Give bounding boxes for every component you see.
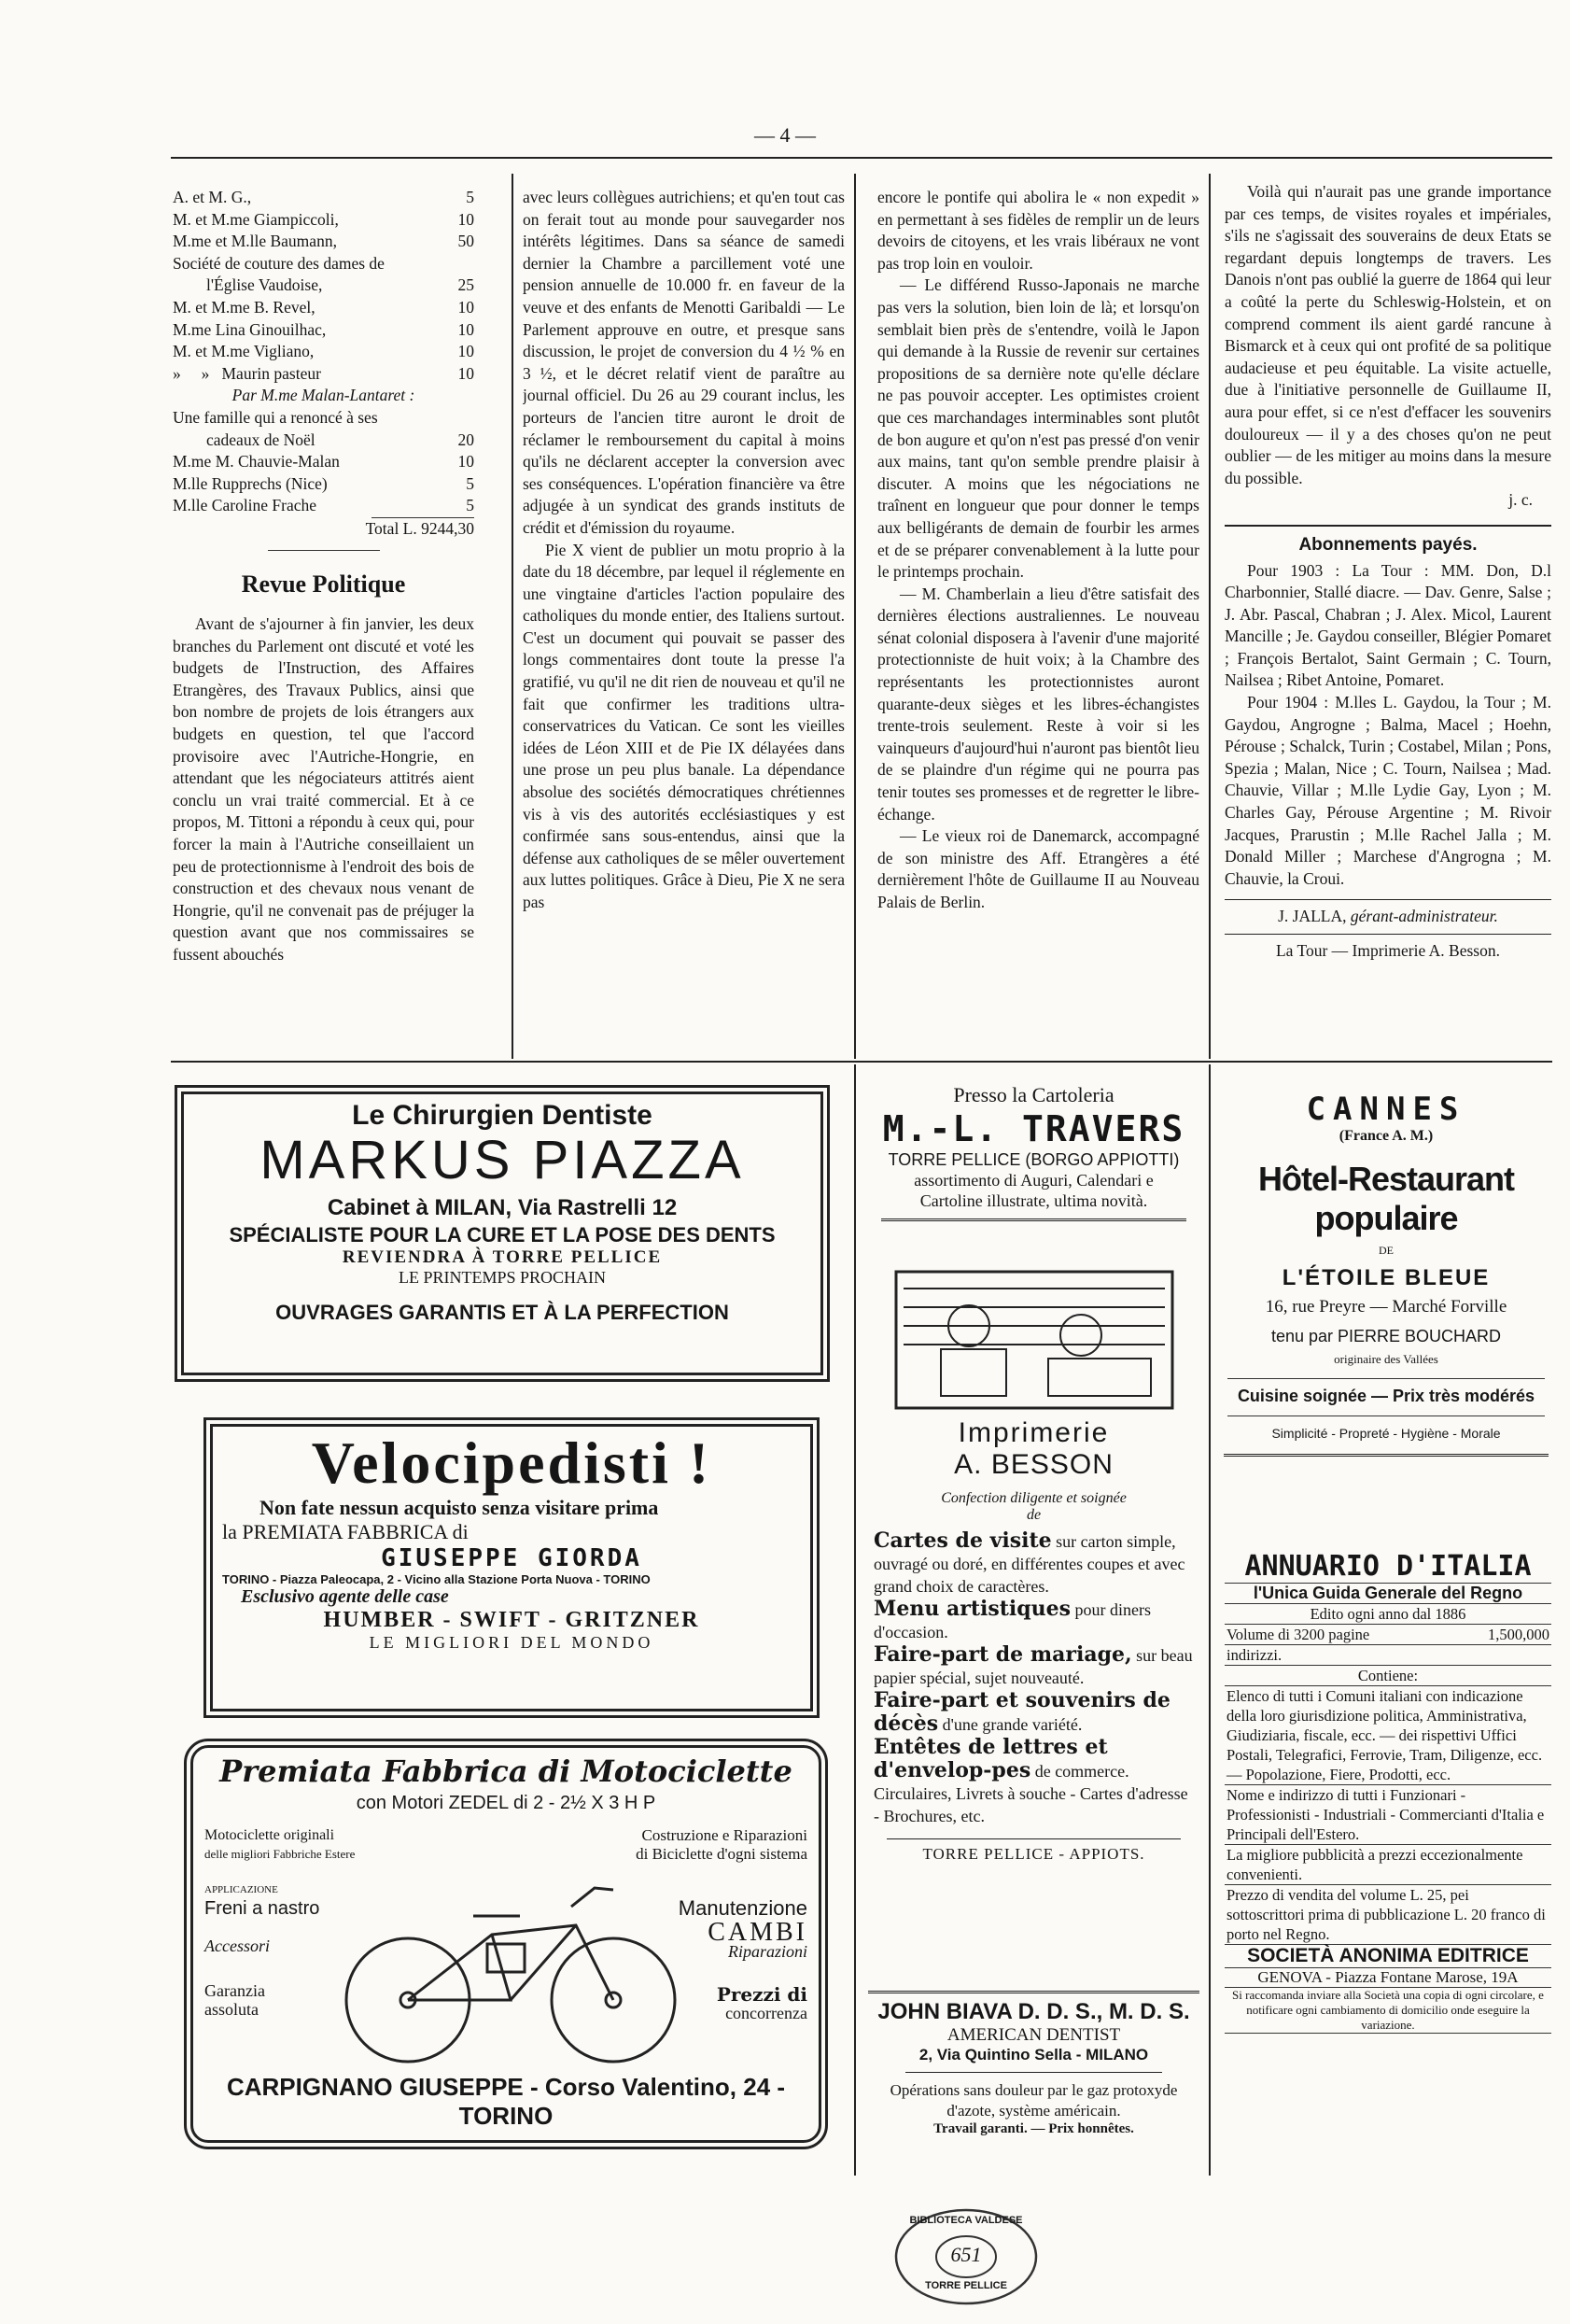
donation-row: Société de couture des dames de [173,253,385,273]
moto-right-text: Costruzione e Riparazioni di Biciclette d'ogni sistema Manutenzione CAMBI Riparazioni Prezzi di concorrenza [636,1826,807,2022]
column-divider [1209,1064,1211,2176]
abonnements-1903: Pour 1903 : La Tour : MM. Don, D.l Charbonnier, Stallé diacre. — Dav. Genre, Salse ; J. Abr. Pascal, Chabran ; J. Alex. Micol, Laurent Mancille ; Je. Gaydou conseiller, Blégier Pomaret ; François Bertalot, Saint Germain ; C. Tourn, Nailsea ; Ribet Antoine, Pomaret. [1225,560,1551,690]
donation-list [173,187,474,541]
column-4 [1225,181,1551,1055]
column-1 [173,187,474,1055]
article-text: — M. Chamberlain a lieu d'être satisfait des dernières élections australiennes. Le nouveau sénat colonial disposera à l'avenir d'une majorité protectionniste de huit voix; à la Chambre des représentants les protectionnistes auront quarante-deux sièges et les libres-échangistes trente-trois seulement. Reste à voir si les vainqueurs d'aujourd'hui n'auront pas bientôt lieu de se plaindre d'un régime qui ne pourra pas tenir toutes ses promesses et de regretter le libre-échange. [877,584,1199,824]
article-signature: j. c. [1508,490,1533,510]
donation-row: Une famille qui a renoncé à ses [173,407,378,427]
ad-velocipedisti: Velocipedisti ! Non fate nessun acquisto senza visitare prima la PREMIATA FABBRICA di GIUSEPPE GIORDA TORINO - Piazza Paleocapa, 2 - Vicino alla Stazione Porta Nuova - TORINO Esclusivo agente delle case HUMBER - SWIFT - GRITZNER LE MIGLIORI DEL MONDO [203,1417,820,1718]
section-heading: Revue Politique [241,570,406,598]
gerant-line: J. JALLA, gérant-administrateur. [1278,907,1498,926]
article-text: Avant de s'ajourner à fin janvier, les deux branches du Parlement ont discuté et voté les budgets de l'Instruction, des Affaires Etrangères, des Travaux Publics, ainsi que bon nombre de projets de lois étrangers aux budgets en question, tel que l'accord provisoire avec l'Autriche-Hongrie, en attendant que les négociateurs attitrés aient conclu un vrai traité commercial. Et à ce propos, M. Tittoni a répondu à ceux qui, pour forcer la main à l'Autriche conseillaient un peu de protectionnisme à l'endroit des bois de construction et des chevaux nous venant de Hongrie, qu'il ne convenait pas de préjuger la question avant que nos commissaires se fussent abouchés [173,614,474,964]
ad-cannes-hotel: CANNES (France A. M.) Hôtel-Restaurant populaire DE L'ÉTOILE BLEUE 16, rue Preyre — Marché Forville tenu par PIERRE BOUCHARD originaire des Vallées Cuisine soignée — Prix très modérés Simplicité - Propreté - Hygiène - Morale [1218,1083,1554,1522]
article-text: avec leurs collègues autrichiens; et qu'en tout cas on ferait tout au monde pour sauvegarder nos intérêts légitimes. Dans sa séance de samedi dernier la Chambre a parcillement voté une pension annuelle de 10.000 fr. en faveur de la veuve et des enfants de Menotti Garibaldi — Le Parlement approuve en outre, et presque sans discussion, le projet de conversion du 4 ½ % en 3 ½, et le décret relatif vient de paraître au journal officiel. Du 26 au 29 courant inclus, les porteurs de l'ancien titre auront le droit de réclamer le remboursement du capital à moins qu'ils ne déclarent accepter la conversion avec ses conséquences. L'opération financière va être adjugée à un syndicat des grands instituts de crédit et d'émission du royaume. [523,188,845,537]
section-rule [171,1061,1552,1063]
printer-line: La Tour — Imprimerie A. Besson. [1275,941,1500,960]
ad-dentist-biava: JOHN BIAVA D. D. S., M. D. S. AMERICAN DENTIST 2, Via Quintino Sella - MILANO Opérations sans douleur par le gaz protoxyde d'azote, système américain. Travail garanti. — Prix honnêtes. [868,1991,1199,2167]
ad-imprimerie-besson: Imprimerie A. BESSON Confection diligente et soignée de Cartes de visite sur carton simple, ouvragé ou doré, en différentes coupes et avec grand choix de caractères. Menu artistiques pour diners d'occasion. Faire-part de mariage, sur beau papier spécial, sujet nouveauté. Faire-part et souvenirs de décès d'une grande variété. Entêtes de lettres et d'envelop-pes de commerce. Circulaires, Livrets à souche - Cartes d'adresse - Brochures, etc. TORRE PELLICE - APPIOTS. [868,1270,1199,1989]
besson-item: Cartes de visite sur carton simple, ouvragé ou doré, en différentes coupes et avec grand choix de caractères. [874,1528,1185,1596]
abonnements-heading: Abonnements payés. [1298,534,1478,555]
moto-left-text: Motociclette originali delle migliori Fabbriche Estere APPLICAZIONE Freni a nastro Accessori Garanzia assoluta [204,1827,356,2019]
article-text: Voilà qui n'aurait pas une grande importance par ces temps, de visites royales et impériales, s'ils ne s'agissait des souverains de deux Etats se regardant depuis longtemps de travers. Les Danois n'ont pas oublié la guerre de 1864 qui leur a coûté la perte du Schleswig-Holstein, et on comprend comment ils aient gardé rancune à Bismarck et à ceux qui ont profité de sa politique audacieuse et peu équitable. La visite actuelle, due à l'initiative personnelle de Guillaume II, aura pour effet, si ce n'est d'effacer les souvenirs douloureux — il y a des choses qu'on ne peut oublier — de les mitiger au moins dans la mesure du possible. [1225,182,1551,487]
donation-row: M.me M. Chauvie-Malan 10 [173,452,474,472]
library-stamp: BIBLIOTECA VALDESE 651 TORRE PELLICE [891,2205,1041,2308]
printing-press-illustration [894,1270,1174,1410]
donation-row: » » Maurin pasteur 10 [173,363,474,383]
besson-item: Menu artistiques pour diners d'occasion. [874,1597,1152,1641]
page-number: — 4 — [754,123,816,147]
besson-item: Entêtes de lettres et d'envelop-pes de commerce. Circulaires, Livrets à souche - Cartes d'adresse - Brochures, etc. [874,1735,1188,1825]
donation-subheading: Par M.me Malan-Lantaret : [231,386,415,405]
column-divider [512,174,513,1059]
ad-motociclette: Premiata Fabbrica di Motociclette con Motori ZEDEL di 2 - 2½ X 3 H P Motociclette originali delle migliori Fabbriche Estere APPLICAZIONE Freni a nastro Accessori Garanzia assoluta Costruzione e Riparazioni di Biciclette d'ogni sistema Manutenzione CAMBI Riparazioni Prezzi di concorrenza CARPIGNANO GIUSEPPE - Corso Valentino, 24 - TORINO [184,1739,828,2149]
column-divider [854,174,856,1059]
donation-row: M. et M.me B. Revel, 10 [173,297,474,317]
donation-row: M.me Lina Ginouilhac, 10 [173,319,474,339]
donation-row: l'Église Vaudoise, 25 [206,275,474,295]
besson-item: Faire-part de mariage, sur beau papier spécial, sujet nouveauté. [874,1642,1193,1687]
donation-row: A. et M. G., 5 [173,188,474,206]
column-divider [854,1064,856,2176]
ad-dentist-markus-piazza: Le Chirurgien Dentiste MARKUS PIAZZA Cabinet à MILAN, Via Rastrelli 12 SPÉCIALISTE POUR LA CURE ET LA POSE DES DENTS REVIENDRA À TORRE PELLICE LE PRINTEMPS PROCHAIN OUVRAGES GARANTIS ET À LA PERFECTION [175,1085,830,1382]
donation-row: M.lle Caroline Frache 5 [173,496,474,515]
column-2 [523,187,845,1055]
article-text: Pie X vient de publier un motu proprio à la date du 18 décembre, par lequel il réglemente en une vingtaine d'articles l'action populaire des catholiques du monde entier, des Italiens surtout. C'est un document qui pouvait se passer des longs commentaires dont toute la presse l'a gratifié, vu qu'il ne dit rien de nouveau et qu'il ne fait que confirmer les traditions ultra-conservatrices du Vatican. Ce sont les vieilles idées de Léon XIII et de Pie IX délayées dans une prose un peu plus banale. La dépendance absolue des sociétés démocratiques chrétiennes vis à vis des autorités ecclésiastiques y est confirmée sans sous-entendus, ainsi que la défense aux catholiques de se mêler ouvertement aux luttes politiques. Grâce à Dieu, Pie X ne sera pas [523,540,845,911]
top-rule [171,157,1552,159]
ad-annuario-italia: ANNUARIO D'ITALIA l'Unica Guida Generale del Regno Edito ogni anno dal 1886 Volume di 3200 pagine 1,500,000 indirizzi. Contiene: Elenco di tutti i Comuni italiani con indicazione della loro giurisdizione politica, Amministrativa, Giudiziaria, fiscale, ecc. — dei rispettivi Uffici Postali, Telegrafici, Ferrovie, Tram, Diligenze, ecc. — Popolazione, Fiere, Prodotti, ecc. Nome e indirizzo di tutti i Funzionari - Professionisti - Industriali - Commercianti d'Italia e Principali dell'Estero. La migliore pubblicità a prezzi eccezionalmente convenienti. Prezzo di vendita del volume L. 25, pei sottoscrittori prima di pubblicazione L. 20 franco di porto nel Regno. SOCIETÀ ANONIMA EDITRICE GENOVA - Piazza Fontane Marose, 19A Si raccomanda inviare alla Società una copia di ogni circolare, e notificare ogni cambiamento di domicilio onde eseguire la variazione. [1227,1550,1549,2032]
besson-item: Faire-part et souvenirs de décès d'une grande variété. [874,1688,1170,1736]
donation-row: M.lle Rupprechs (Nice) 5 [173,473,474,493]
column-3 [877,187,1199,1055]
article-text: encore le pontife qui abolira le « non expedit » en permettant à ses fidèles de remplir un de leurs devoirs de citoyens, et les vrais libéraux ne vont pas trop loin en vouloir. [877,188,1199,273]
donation-row: cadeaux de Noël 20 [206,430,474,449]
abonnements-1904: Pour 1904 : M.lles L. Gaydou, la Tour ; M. Gaydou, Angrogne ; Balma, Macel ; Hoehn, Pérouse ; Schalck, Turin ; Costabel, Milan ; Pons, Spezia ; Malan, Nice ; C. Tourn, Nailsea ; Mad. Chauvie, Villar ; M.lle Lydie Gay, Lyon ; M. Charles Gay, Pérouse Argentine ; M. Rivoir Jacques, Prarustin ; M.lle Rachel Jalla ; M. Donald Miller ; Marchese d'Angrogna ; M. Chauvie, la Croui. [1225,693,1551,888]
column-divider [1209,174,1211,1059]
article-text: — Le vieux roi de Danemarck, accompagné de son ministre des Aff. Etrangères a été dernièrement l'hôte de Guillaume II au Nouveau Palais de Berlin. [877,826,1199,911]
donation-row: M. et M.me Giampiccoli, 10 [173,209,474,229]
article-text: — Le différend Russo-Japonais ne marche pas vers la solution, bien loin de là; et lorsqu'on semblait bien près de s'entendre, voilà le Japon qui demande à la Russie de revenir sur certaines propositions de sa dernière note qu'elle déclare ne pas pouvoir accepter. Les optimistes croient que ces marchandages interminables sont plutôt de bon augure et qu'on n'est pas pressé d'on venir aux mains, tant qu'on semble prendre plaisir à discuter. A moins que les négociations ne traînent en longueur que pour donner le temps aux belligérants de demain de fourbir les armes et de se préparer convenablement à la lutte pour le printemps prochain. [877,275,1199,582]
ad-cartoleria-travers: Presso la Cartoleria M.-L. TRAVERS TORRE PELLICE (BORGO APPIOTTI) assortimento di Auguri, Calendari e Cartoline illustrate, ultima novità. [868,1083,1199,1261]
donation-row: M. et M.me Vigliano, 10 [173,342,474,361]
donation-total: Total L. 9244,30 [365,518,474,538]
donation-row: M.me et M.lle Baumann, 50 [173,232,474,251]
